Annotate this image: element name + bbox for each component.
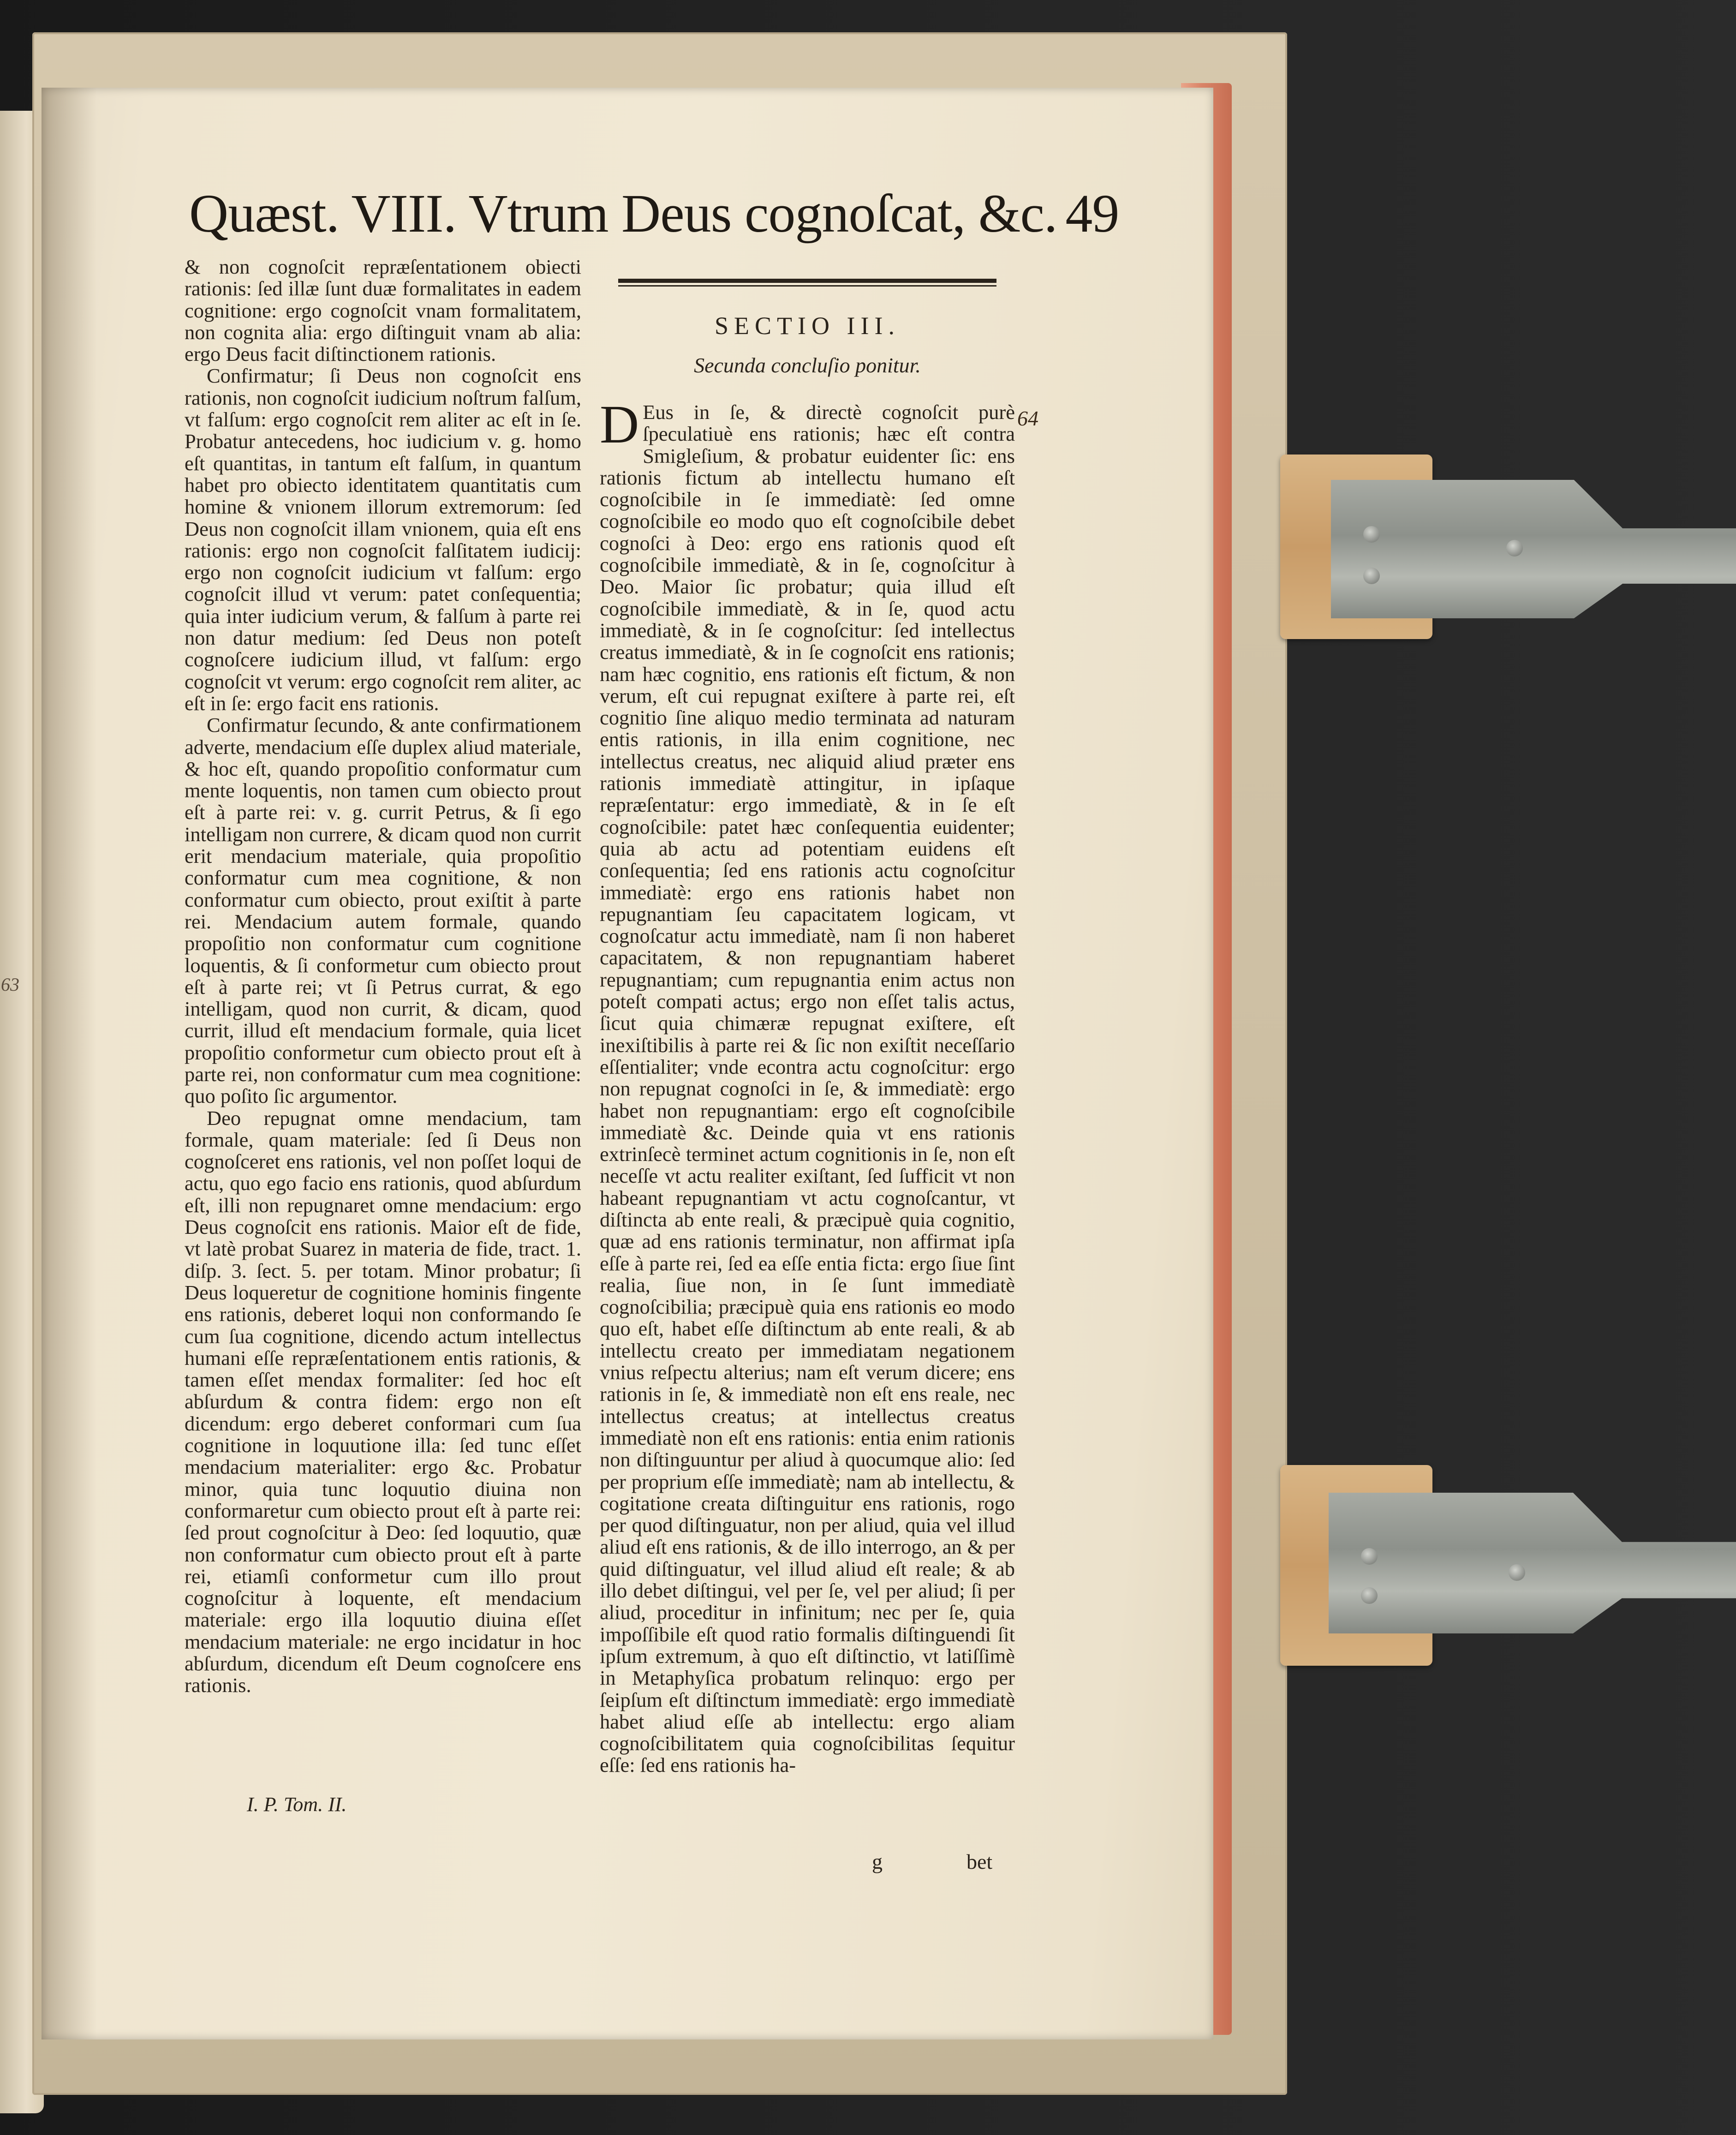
running-head-title: Quæst. VIII. Vtrum Deus cognoſcat, &c. [189, 183, 1057, 244]
rivet-icon [1363, 526, 1380, 543]
paragraph: Confirmatur; ſi Deus non cognoſcit ens rationis, non cognoſcit iudicium noſtrum falſum, vt falſum: ergo cognoſcit rem aliter ac eſt in ſe. Probatur antecedens, hoc iudicium v. g. homo eſt quantitas, in tantum eſt falſum, in quantum habet pro obiecto identitatem quantitatis cum homine & vnionem illorum extremorum: ſed Deus non cognoſcit illam vnionem, quia eſt ens rationis: ergo non cognoſcit falſitatem iudicij: ergo non cognoſcit iudicium vt falſum: ergo cognoſcit illud vt verum: patet conſequentia; quia inter iudicium verum, & falſum à parte rei non datur medium: ſed Deus non poteſt cognoſcere iudicium illud, vt falſum: ergo cognoſcit vt verum: ergo cognoſcit rem aliter, ac eſt in ſe: ergo facit ens rationis. [185, 364, 581, 715]
rivet-icon [1361, 1548, 1378, 1565]
rivet-icon [1509, 1564, 1525, 1581]
section-heading: SECTIO III. [715, 312, 900, 340]
drop-cap: D [600, 394, 639, 455]
paragraph-text: Eus in ſe, & directè cognoſcit purè ſpeculatiuè ens rationis; hæc eſt contra Smigleſium, & probatur euidenter ſic: ens rationis fictum ab intellectu humano eſt cognoſcibile in ſe immediatè: ſed omne cognoſcibile eo modo quo eſt cognoſcibile debet cognoſci à Deo: ergo ens rationis quod eſt cognoſcibile immediatè, & in ſe, cognoſcitur à Deo. Maior ſic probatur; quia illud eſt cognoſcibile immediatè, & in ſe, quod actu immediatè, & in ſe cognoſcitur: ſed intellectus creatus immediatè, & in ſe cognoſcit ens rationis; nam hæc cognitio, ens rationis eſt fictum, & non verum, eſt cui repugnat exiſtere à parte rei, eſt cognitio ſine aliquo medio terminata ad naturam entis rationis, in illa enim cognitione, nec intellectus creatus, nec aliquid aliud præter ens rationis immediatè attingitur, in ipſaque repræſentatur: ergo immediatè, & in ſe eſt cognoſcibile: patet hæc conſequentia euidenter; quia ab actu ad potentiam euidens eſt conſequentia; ſed ens rationis actu cognoſcitur immediatè: ergo ens rationis habet non repugnantiam ſeu capacitatem logicam, vt cognoſcatur actu immediatè, nam ſi non haberet capacitatem, & non repugnantiam haberet repugnantiam; cum repugnantia enim actus non poteſt compati actus; ergo non eſſet talis actus, ſicut quia chimæræ repugnat exiſtere, eſt inexiſtibilis à parte rei & ſic non exiſtit neceſſario eſſentialiter; vnde econtra actu cognoſcitur: ergo non repugnat cognoſci in ſe, & immediatè: ergo habet non repugnantiam: ergo eſt cognoſcibile immediatè &c. Deinde quia vt ens rationis extrinſecè terminet actum cognitionis in ſe, non eſt neceſſe vt actu realiter exiſtant, ſed ſufficit vt non habeant repugnantiam vt actu cognoſcantur, vt diſtincta ab ente reali, & præcipuè quia cognitio, quæ ad ens rationis terminatur, non affirmat ipſa eſſe à parte rei, ſed ea eſſe entia ficta: ergo ſiue ſint realia, ſiue non, in ſe ſunt immediatè cognoſcibilia; præcipuè quia ens rationis eo modo quo eſt, habet eſſe diſtinctum ab ente reali, & ab intellectu creato per immediatam negationem vnius reſpectu alterius; nam eſt verum dicere; ens rationis in ſe, & immediatè non eſt ens reale, nec intellectus creatus; at intellectus creatus immediatè non eſt ens rationis: entia enim rationis non diſtinguuntur per aliud à quocumque alio: ſed per proprium eſſe immediatè; nam ab intellectu, & cogitatione creata diſtinguitur ens rationis, rogo per quod diſtinguatur, non per aliud, quia vel illud aliud eſt ens rationis, & de illo interrogo, an & per quid diſtinguatur, vel illud aliud eſt reale; & ab illo debet diſtingui, vel per ſe, vel per aliud; ſi per aliud, proceditur in infinitum; nec per ſe, quia impoſſibile eſt quod ratio formalis diſtinguendi ſit ipſum extremum, à quo eſt diſtinctio, vt latiſſimè in Metaphyſica probatum relinquo: ergo per ſeipſum eſt diſtinctum immediatè: ergo immediatè habet aliud eſſe ab intellectu: ergo aliam cognoſcibilitatem quia cognoſcibilitas ſequitur eſſe: ſed ens rationis ha- [600, 401, 1015, 1777]
gutter-shadow [42, 88, 97, 2039]
running-head [189, 182, 1119, 245]
rivet-icon [1361, 1587, 1378, 1604]
section-subtitle: Secunda concluſio ponitur. [694, 353, 921, 377]
previous-page-margin-number: 63 [1, 974, 19, 995]
rivet-icon [1506, 540, 1523, 556]
left-text-column [185, 256, 581, 1697]
paragraph: Confirmatur ſecundo, & ante confirmationem adverte, mendacium eſſe duplex aliud materiale, & hoc eſt, quando propoſitio conformatur cum mente loquentis, non tamen cum obiecto prout eſt à parte rei: v. g. currit Petrus, & ſi ego intelligam non currere, & dicam quod non currit erit mendacium materiale, quia propoſitio conformatur cum mea cognitione, & non conformatur cum obiecto, prout exiſtit à parte rei. Mendacium autem formale, quando propoſitio non conformatur cum cognitione loquentis, & ſi conformetur cum obiecto prout eſt à parte rei; vt ſi Petrus currat, & ego intelligam, quod non currit, & dicam, quod currit, illud eſt mendacium formale, quia licet propoſitio conformetur cum obiecto prout eſt à parte rei, non conformatur cum mea cognitione: quo poſito ſic argumentor. [185, 713, 581, 1108]
section-rule [618, 279, 996, 283]
section-rule-thin [618, 285, 996, 287]
catchword: bet [966, 1850, 993, 1873]
paragraph [600, 394, 1015, 1777]
signature-mark: g [872, 1850, 883, 1873]
right-text-column [600, 394, 1015, 1777]
paragraph: Deo repugnat omne mendacium, tam formale, quam materiale: ſed ſi Deus non cognoſceret ens rationis, vel non poſſet loqui de actu, quo ego facio ens rationis, quod abſurdum eſt, illi non repugnaret omne mendacium: ergo Deus cognoſcit ens rationis. Maior eſt de fide, vt latè probat Suarez in materia de fide, tract. 1. diſp. 3. ſect. 5. per totam. Minor probatur; ſi Deus loqueretur de cognitione hominis fingente ens rationis, deberet loqui non conformando ſe cum ſua cognitione, dicendo actum intellectus humani eſſe repræſentationem entis rationis, & tamen eſſet mendax formaliter: ſed hoc eſt abſurdum & contra fidem: ergo non eſt dicendum: ergo deberet conformari cum ſua cognitione in loquutione illa: ſed tunc eſſet mendacium materialiter: ergo &c. Probatur minor, quia tunc loquutio diuina non conformaretur cum obiecto prout eſt à parte rei: ſed prout cognoſcitur à Deo: ſed loquutio, quæ non conformatur cum obiecto prout eſt à parte rei, etiamſi conformetur cum illo prout cognoſcitur à loquente, eſt mendacium materiale: ergo illa loquutio diuina eſſet mendacium materiale: ne ergo incidatur in hoc abſurdum, dicendum eſt Deum cognoſcere ens rationis. [185, 1106, 581, 1697]
page-number: 49 [1065, 183, 1119, 244]
margin-note: 64 [1017, 407, 1038, 430]
volume-note: I. P. Tom. II. [247, 1793, 347, 1816]
rivet-icon [1363, 568, 1380, 584]
paragraph: & non cognoſcit repræſentationem obiecti rationis: ſed illæ ſunt duæ formalitates in eadem cognitione: ergo cognoſcit vnam formalitatem, non cognita alia: ergo diſtinguit vnam ab alia: ergo Deus facit diſtinctionem rationis. [185, 255, 581, 366]
